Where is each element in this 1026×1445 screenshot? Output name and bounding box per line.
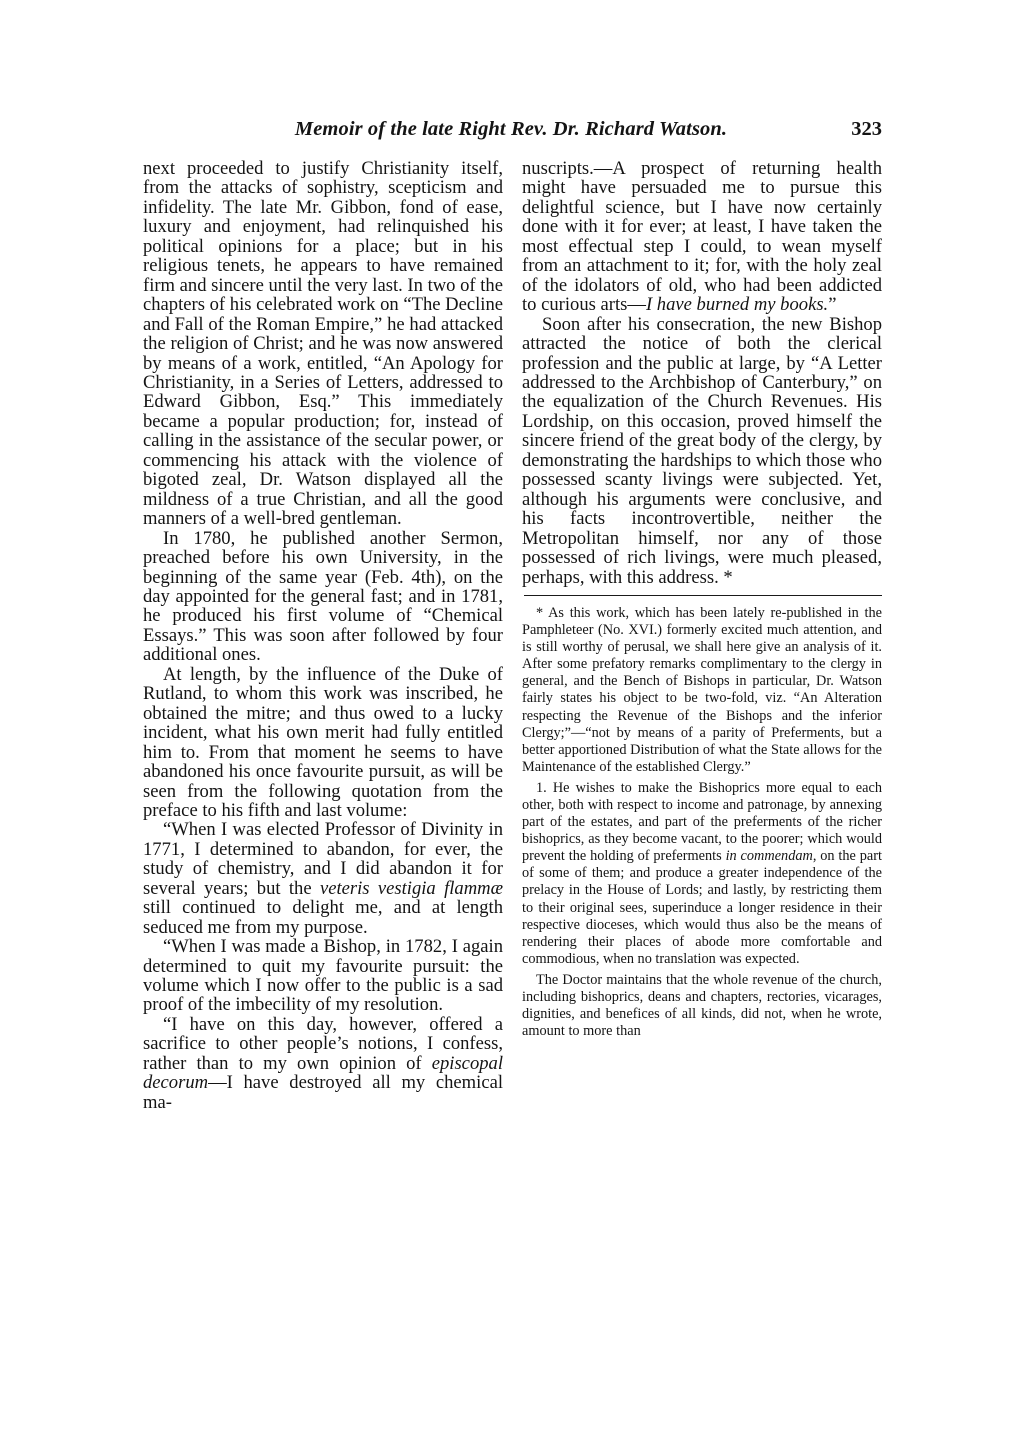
text-run: The Doctor maintains that the whole revenue of the church, including bishoprics, deans and chapters, rectories, vicarages, dignities, and benefices of all kinds, did not, when he wrote, amount to more than: [522, 971, 882, 1040]
paragraph: [143, 529, 503, 665]
running-head: [140, 118, 882, 148]
footnote-paragraph: [522, 972, 882, 1040]
footnote-paragraph: [522, 605, 882, 776]
text-run: In 1780, he published another Sermon, preached before his own University, in the beginning of the same year (Feb. 4th), on the day appointed for the general fast; and in 1781, he produced his first volume of “Chemical Essays.” This was soon after followed by four additional ones.: [143, 527, 503, 666]
footnote-divider: [524, 595, 882, 596]
text-run: still continued to delight me, and at length seduced me from my purpose.: [143, 897, 503, 938]
latin-phrase: episcopal decorum: [143, 1052, 503, 1094]
paragraph: [522, 159, 882, 315]
right-column-text: [522, 159, 882, 587]
right-column: [522, 159, 882, 1040]
text-run: ”: [828, 294, 837, 316]
text-run: , on the part of some of them; and produce a greater independence of the prelacy in the House of Lords; and lastly, by restricting them to their original sees, superinduce a longer residence in their respective dioceses, which would thus also be the means of rendering their places of abode more comfortable and commodious, when no translation was expected.: [522, 848, 882, 967]
left-column: [143, 159, 503, 1112]
paragraph: [143, 159, 503, 529]
latin-phrase: in commendam: [725, 848, 813, 865]
text-run: 1. He wishes to make the Bishoprics more equal to each other, both with respect to income and patronage, by annexing part of the estates, and part of the preferments of the richer bishoprics, as they become vacant, to the poorer; which would prevent the holding of preferments: [522, 779, 882, 865]
text-run: —I have destroyed all my chemical ma-: [143, 1072, 503, 1113]
paragraph: [143, 937, 503, 1015]
paragraph: [522, 315, 882, 587]
text-run: Soon after his consecration, the new Bishop attracted the notice of both the clerical profession and the public at large, by “A Letter addressed to the Archbishop of Canterbury,” on the equalization of the Church Revenues. His Lordship, on this occasion, proved himself the sincere friend of the great body of the clergy, by demonstrating the hardships to which those who possessed scanty livings were subjected. Yet, although his arguments were conclusive, and his facts incontrovertible, neither the Metropolitan himself, nor any of those possessed of rich livings, were much pleased, perhaps, with this address. *: [522, 313, 882, 588]
running-title: Memoir of the late Right Rev. Dr. Richard Watson.: [294, 118, 728, 140]
text-run: “When I was made a Bishop, in 1782, I again determined to quit my favourite pursuit: the volume which I now offer to the public is a sad proof of the imbecility of my resolution.: [143, 936, 503, 1016]
paragraph: [143, 665, 503, 821]
text-run: next proceeded to justify Christianity itself, from the attacks of sophistry, scepticism and infidelity. The late Mr. Gibbon, fond of ease, luxury and enjoyment, had relinquished his political opinions for a place; but in his religious tenets, he appears to have remained firm and sincere until the very last. In two of the chapters of his celebrated work on “The Decline and Fall of the Roman Empire,” he had attacked the religion of Christ; and he was now answered by means of a work, entitled, “An Apology for Christianity, in a Series of Letters, addressed to Edward Gibbon, Esq.” This immediately became a popular production; for, instead of calling in the assistance of the secular power, or commencing his attack with the violence of bigoted zeal, Dr. Watson displayed all the mildness of a true Christian, and all the good manners of a well-bred gentleman.: [143, 158, 503, 530]
footnote-paragraph: [522, 780, 882, 968]
text-run: “When I was elected Professor of Divinity in 1771, I determined to abandon, for ever, the study of chemistry, and I did abandon it for several years; but the: [143, 819, 503, 899]
text-run: At length, by the influence of the Duke of Rutland, to whom this work was inscribed, he obtained the mitre; and thus owed to a lucky incident, what his own merit had fully entitled him to. From that moment he seems to have abandoned his once favourite pursuit, as will be seen from the following quotation from the preface to his fifth and last volume:: [143, 663, 503, 821]
paragraph: [143, 1015, 503, 1112]
text-run: nuscripts.—A prospect of returning health might have persuaded me to pursue this delightful science, but I have now certainly done with it for ever; at least, I have taken the most effectual step I could, to wean myself from an attachment to it; for, with the holy zeal of the idolators of old, who had been addicted to curious arts—: [522, 158, 882, 316]
left-column-text: [143, 159, 503, 1112]
latin-phrase: veteris vestigia flammæ: [319, 877, 503, 899]
page-number: 323: [851, 118, 882, 140]
footnotes: [522, 605, 882, 1040]
italic-quote: I have burned my books.: [645, 294, 829, 316]
paragraph: [143, 820, 503, 937]
text-run: “I have on this day, however, offered a sacrifice to other people’s notions, I confess, rather than to my own opinion of: [143, 1013, 503, 1074]
text-run: * As this work, which has been lately re-published in the Pamphleteer (No. XVI.) formerly excited much attention, and is still worthy of perusal, we shall here give an analysis of it. After some prefatory remarks complimentary to the clergy in general, and the Bench of Bishops in particular, Dr. Watson fairly states his object to be two-fold, viz. “An Alteration respecting the Revenue of the Bishops and the inferior Clergy;”—“not by means of a parity of Preferments, but a better apportioned Distribution of what the State allows for the Maintenance of the established Clergy.”: [522, 604, 882, 775]
